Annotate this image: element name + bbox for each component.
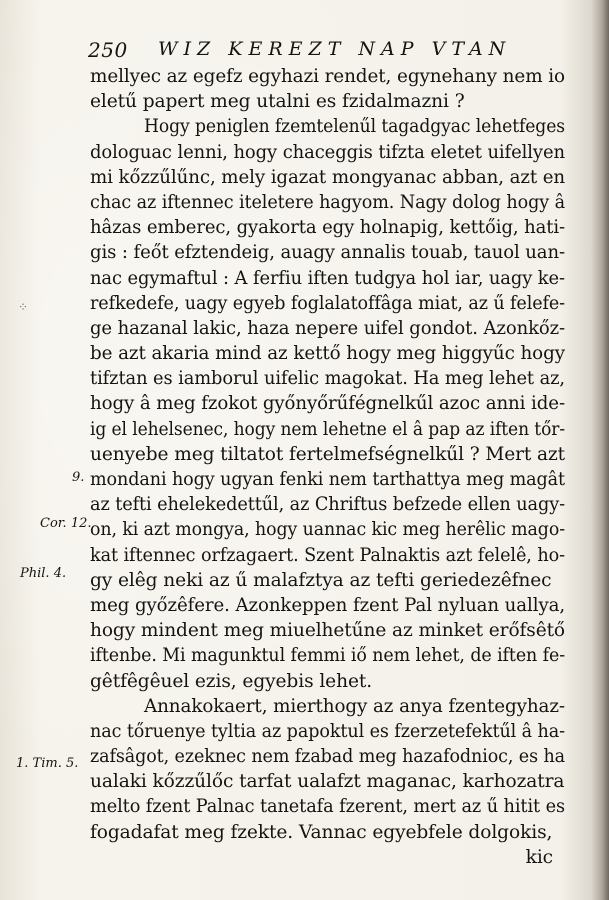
text-line: kat iftennec orfzagaert. Szent Palnaktis azt felelê, ho- <box>90 544 565 566</box>
text-line: nac egymaftul : A ferfiu iften tudgya hol iar, uagy ke- <box>90 267 565 289</box>
text-line: ge hazanal lakic, haza nepere uifel gondot. Azonkőz- <box>90 317 566 339</box>
text-line: melto fzent Palnac tanetafa fzerent, mert az ű hitit es <box>90 796 565 818</box>
text-line: az tefti ehelekedettűl, az Chriftus befzede ellen uagy- <box>90 494 566 516</box>
text-line: iftenbe. Mi magunktul femmi iő nem lehet, de iften fe- <box>90 645 566 667</box>
text-line: meg győzêfere. Azonkeppen fzent Pal nyluan uallya, <box>90 594 566 616</box>
text-line: gêtfêgêuel ezis, egyebis lehet. <box>90 670 373 692</box>
text-line: hâzas emberec, gyakorta egy holnapig, kettőig, hati- <box>90 217 565 239</box>
text-line: ualaki kőzzűlőc tarfat ualafzt maganac, karhozatra <box>90 771 565 793</box>
text-line: mellyec az egefz egyhazi rendet, egynehany nem io <box>90 66 566 87</box>
page-number: 250 <box>88 38 128 62</box>
margin-notes <box>0 0 92 900</box>
text-line: ig el lehelsenec, hogy nem lehetne el â pap az iften tőr- <box>90 418 566 440</box>
text-line: Hogy peniglen fzemtelenűl tagadgyac lehetfeges <box>144 116 565 138</box>
ink-speck: ⁘ <box>18 300 29 314</box>
text-line: eletű papert meg utalni es fzidalmazni ? <box>90 91 465 113</box>
text-line: be azt akaria mind az kettő hogy meg higgyűc hogy <box>90 343 565 365</box>
margin-note: Cor. 12. <box>40 516 92 531</box>
text-line: dologuac lenni, hogy chaceggis tifzta eletet uifellyen <box>90 141 565 163</box>
text-line: on, ki azt mongya, hogy uannac kic meg herêlic mago- <box>90 519 565 541</box>
text-line: gy elêg neki az ű malafztya az tefti geriedezêfnec <box>90 569 552 591</box>
text-line: fogadafat meg fzekte. Vannac egyebfele dolgokis, <box>90 821 553 843</box>
margin-note: Phil. 4. <box>20 566 67 581</box>
text-line: Annakokaert, mierthogy az anya fzentegyhaz- <box>144 695 565 717</box>
text-line: hogy mindent meg miuelhetűne az minket erőfsêtő <box>90 620 566 642</box>
text-line: mi kőzzűlűnc, mely igazat mongyanac abban, azt en <box>90 166 566 188</box>
text-line: zafsâgot, ezeknec nem fzabad meg hazafodnioc, es ha <box>90 746 565 768</box>
text-line: gis : feőt efztendeig, auagy annalis touab, tauol uan- <box>90 242 566 264</box>
text-line: chac az iftennec iteletere hagyom. Nagy dolog hogy â <box>90 191 565 213</box>
text-line: refkedefe, uagy egyeb foglalatoffâga miat, az ű felefe- <box>90 292 565 314</box>
text-line: uenyebe meg tiltatot fertelmefségnelkűl ? Mert azt <box>90 443 566 465</box>
text-line: mondani hogy ugyan fenki nem tarthattya meg magât <box>90 469 566 490</box>
body-text <box>90 64 565 870</box>
margin-note: 1. Tim. 5. <box>16 756 79 771</box>
text-line: tifztan es iamborul uifelic magokat. Ha meg lehet az, <box>90 368 565 390</box>
binding-shadow <box>591 0 609 900</box>
running-title: WIZ KEREZT NAP VTAN <box>158 38 512 60</box>
text-line: nac tőruenye tyltia az papoktul es fzerzetefektűl â ha- <box>90 720 566 742</box>
text-line: hogy â meg fzokot győnyőrűfégnelkűl azoc anni ide- <box>90 393 565 415</box>
catchword: kic <box>525 846 553 868</box>
margin-note: 9. <box>72 470 85 485</box>
